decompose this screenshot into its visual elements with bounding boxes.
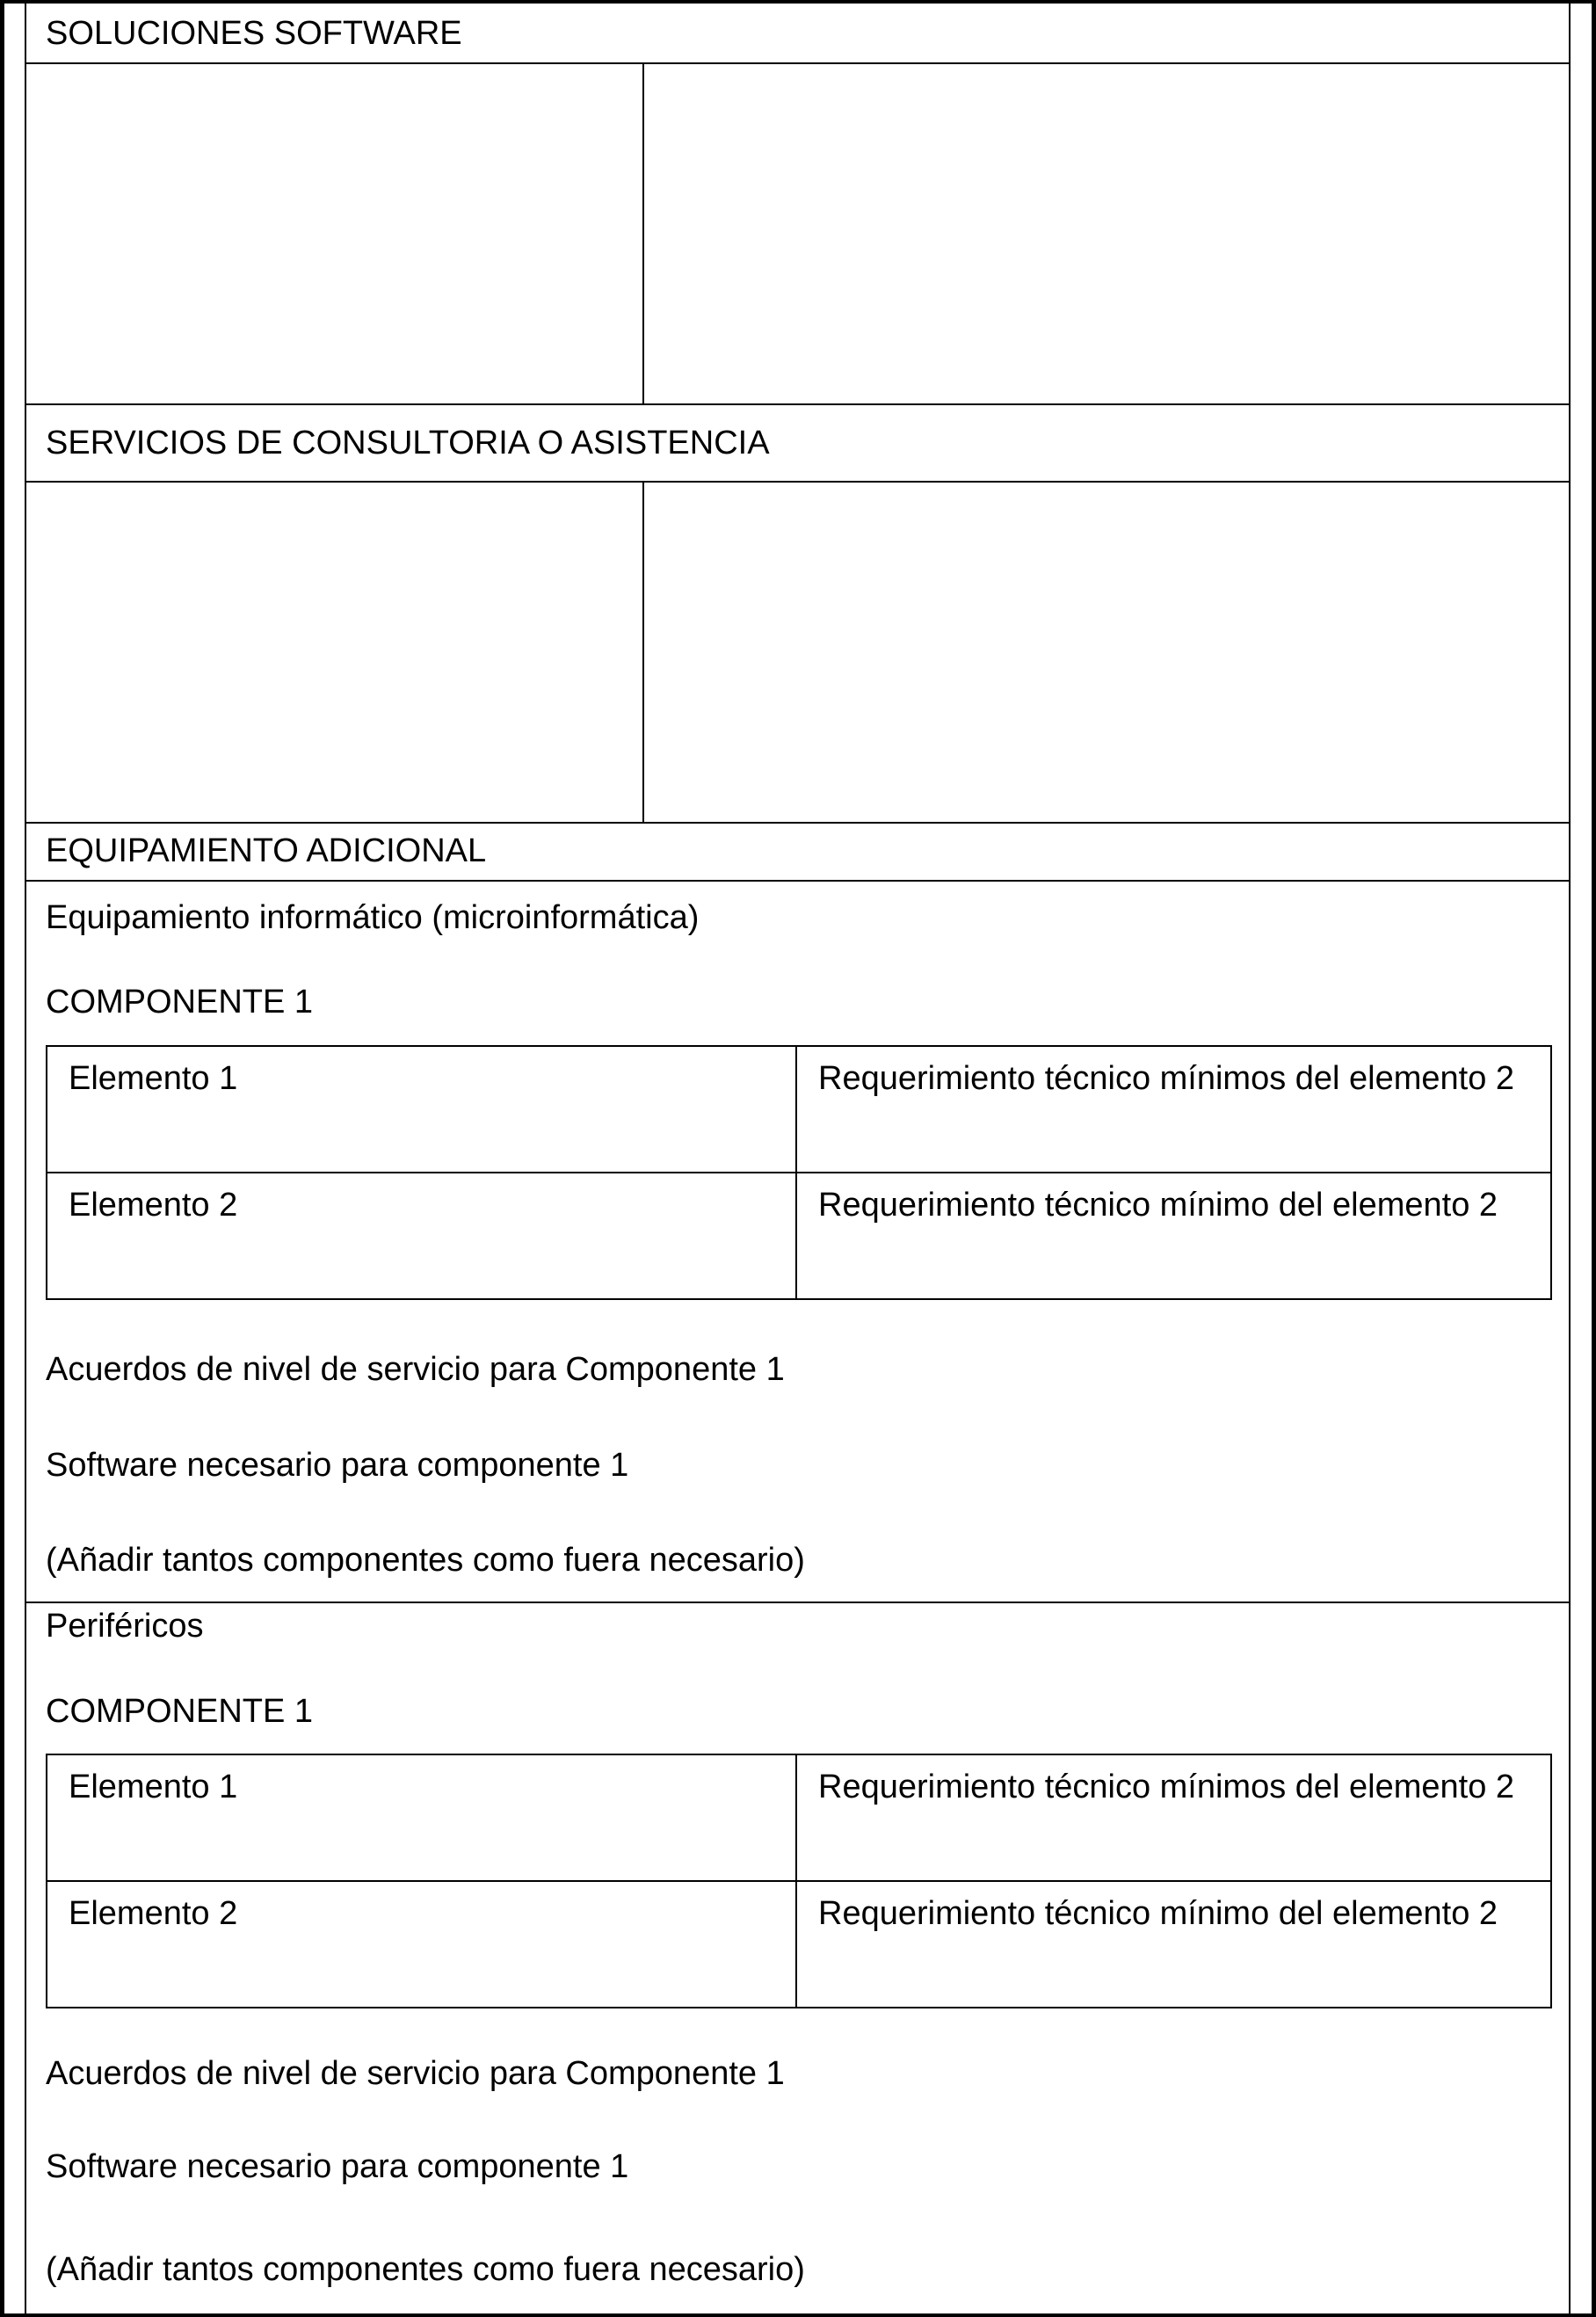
table-row <box>47 1173 1551 1299</box>
element-name: Elemento 2 <box>47 1173 796 1299</box>
software-column-divider <box>642 63 644 404</box>
computing-sla: Acuerdos de nivel de servicio para Componente 1 <box>46 1351 785 1388</box>
row-divider-software-title <box>25 62 1571 64</box>
row-divider-software-body <box>25 403 1571 405</box>
row-divider-consulting-title <box>25 481 1571 483</box>
table-right-border <box>1569 0 1571 2317</box>
element-name: Elemento 1 <box>47 1754 796 1881</box>
element-requirement: Requerimiento técnico mínimo del elemento 2 <box>796 1173 1551 1299</box>
peripherals-add-more-note: (Añadir tantos componentes como fuera necesario) <box>46 2251 805 2288</box>
computing-heading: Equipamiento informático (microinformática) <box>46 899 700 936</box>
row-divider-consulting-body <box>25 822 1571 824</box>
element-name: Elemento 2 <box>47 1881 796 2008</box>
peripherals-sla: Acuerdos de nivel de servicio para Componente 1 <box>46 2055 785 2092</box>
element-requirement: Requerimiento técnico mínimo del elemento 2 <box>796 1881 1551 2008</box>
peripherals-heading: Periféricos <box>46 1608 204 1645</box>
section-title-equipment: EQUIPAMIENTO ADICIONAL <box>46 832 487 869</box>
table-row <box>47 1046 1551 1173</box>
peripherals-elements-table <box>46 1754 1552 2008</box>
table-left-border <box>25 0 26 2317</box>
section-title-software: SOLUCIONES SOFTWARE <box>46 15 462 52</box>
row-divider-computing <box>25 1602 1571 1603</box>
table-row <box>47 1754 1551 1881</box>
computing-software-needed: Software necesario para componente 1 <box>46 1447 629 1484</box>
section-title-consulting: SERVICIOS DE CONSULTORIA O ASISTENCIA <box>46 425 770 461</box>
element-requirement: Requerimiento técnico mínimos del elemento 2 <box>796 1754 1551 1881</box>
row-divider-equipment-title <box>25 880 1571 882</box>
computing-elements-table <box>46 1045 1552 1300</box>
element-name: Elemento 1 <box>47 1046 796 1173</box>
peripherals-software-needed: Software necesario para componente 1 <box>46 2148 629 2185</box>
element-requirement: Requerimiento técnico mínimos del elemento 2 <box>796 1046 1551 1173</box>
consulting-column-divider <box>642 482 644 823</box>
table-row <box>47 1881 1551 2008</box>
computing-add-more-note: (Añadir tantos componentes como fuera necesario) <box>46 1542 805 1579</box>
computing-component-label: COMPONENTE 1 <box>46 984 314 1020</box>
peripherals-component-label: COMPONENTE 1 <box>46 1693 314 1730</box>
